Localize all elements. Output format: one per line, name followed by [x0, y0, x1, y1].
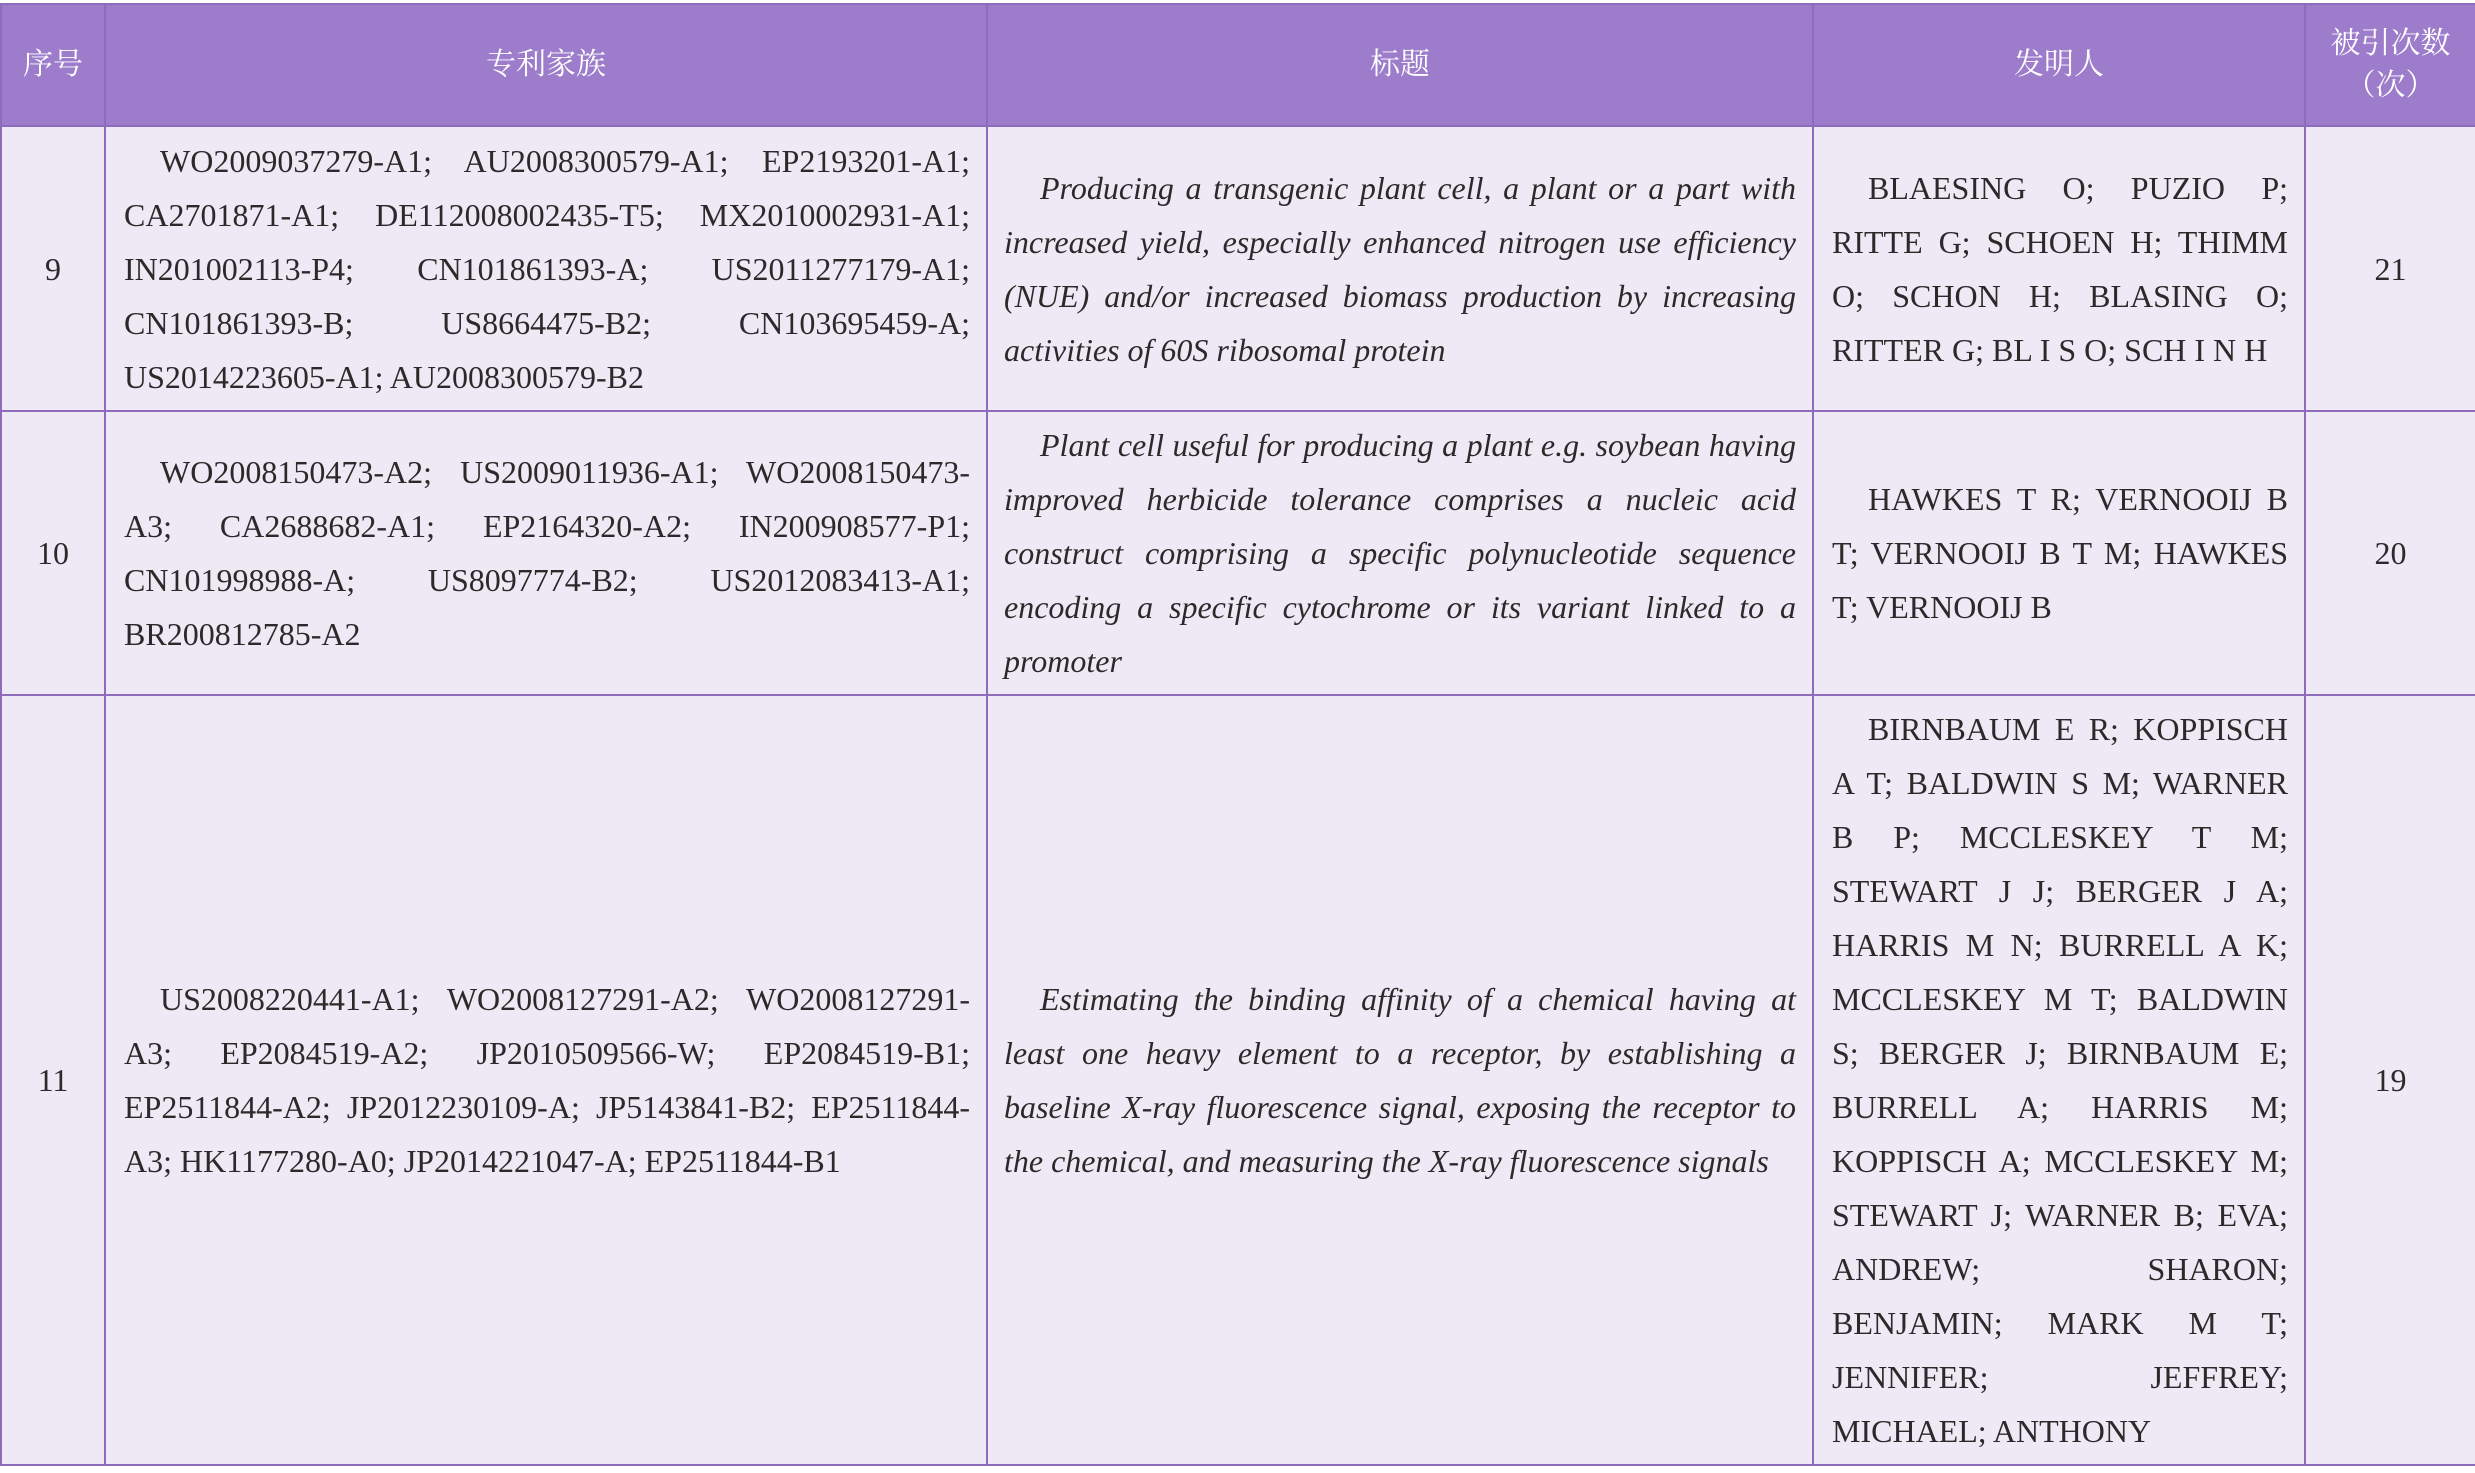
row-patent-family: [105, 411, 987, 695]
header-patent-family: 专利家族: [105, 4, 987, 126]
row-title: [987, 695, 1813, 1465]
row-patent-family: [105, 126, 987, 411]
header-index: 序号: [1, 4, 105, 126]
header-citations-unit: （次）: [2345, 68, 2436, 103]
row-inventors-text: HAWKES T R; VERNOOIJ B T; VERNOOIJ B T M; HAWKES T; VERNOOIJ B: [1832, 481, 2288, 625]
row-citations: 19: [2305, 695, 2475, 1465]
header-title: 标题: [987, 4, 1813, 126]
row-title-text: Producing a transgenic plant cell, a plant or a part with increased yield, especially enhanced nitrogen use efficiency (NUE) and/or increased biomass production by increasing activities of 60S ribosomal protein: [1004, 169, 1796, 368]
table-row: [1, 411, 2475, 695]
row-citations: 21: [2305, 126, 2475, 411]
row-patent-family-text: WO2009037279-A1; AU2008300579-A1; EP2193201-A1; CA2701871-A1; DE112008002435-T5; MX2010002931-A1; IN201002113-P4; CN101861393-A; US2011277179-A1; CN101861393-B; US8664475-B2; CN103695459-A; US2014223605-A1; AU2008300579-B2: [124, 142, 970, 395]
row-title: [987, 411, 1813, 695]
row-patent-family: [105, 695, 987, 1465]
header-inventors: 发明人: [1813, 4, 2305, 126]
row-index: 9: [1, 126, 105, 411]
row-title: [987, 126, 1813, 411]
row-patent-family-text: US2008220441-A1; WO2008127291-A2; WO2008127291-A3; EP2084519-A2; JP2010509566-W; EP2084519-B1; EP2511844-A2; JP2012230109-A; JP5143841-B2; EP2511844-A3; HK1177280-A0; JP2014221047-A; EP2511844-B1: [124, 981, 970, 1179]
row-index: 11: [1, 695, 105, 1465]
row-patent-family-text: WO2008150473-A2; US2009011936-A1; WO2008150473-A3; CA2688682-A1; EP2164320-A2; IN200908577-P1; CN101998988-A; US8097774-B2; US2012083413-A1; BR200812785-A2: [124, 454, 970, 652]
header-citations-label: 被引次数: [2330, 26, 2451, 61]
patent-citation-table: [0, 3, 2475, 1466]
row-inventors: [1813, 695, 2305, 1465]
row-title-text: Estimating the binding affinity of a chemical having at least one heavy element to a receptor, by establishing a baseline X-ray fluorescence signal, exposing the receptor to the chemical, and measuring the X-ray fluorescence signals: [1004, 981, 1796, 1179]
row-citations: 20: [2305, 411, 2475, 695]
row-title-text: Plant cell useful for producing a plant e.g. soybean having improved herbicide tolerance comprises a nucleic acid construct comprising a specific polynucleotide sequence encoding a specific cytochrome or its variant linked to a promoter: [1004, 427, 1796, 679]
row-inventors-text: BIRNBAUM E R; KOPPISCH A T; BALDWIN S M; WARNER B P; MCCLESKEY T M; STEWART J J; BERGER J A; HARRIS M N; BURRELL A K; MCCLESKEY M T; BALDWIN S; BERGER J; BIRNBAUM E; BURRELL A; HARRIS M; KOPPISCH A; MCCLESKEY M; STEWART J; WARNER B; EVA; ANDREW; SHARON; BENJAMIN; MARK M T; JENNIFER; JEFFREY; MICHAEL; ANTHONY: [1832, 711, 2288, 1449]
row-inventors-text: BLAESING O; PUZIO P; RITTE G; SCHOEN H; THIMM O; SCHON H; BLASING O; RITTER G; BL I S O; SCH I N H: [1832, 169, 2288, 368]
row-inventors: [1813, 411, 2305, 695]
table-row: [1, 695, 2475, 1465]
header-row: [1, 4, 2475, 126]
row-index: 10: [1, 411, 105, 695]
row-inventors: [1813, 126, 2305, 411]
header-citations: [2305, 4, 2475, 126]
table-row: [1, 126, 2475, 411]
